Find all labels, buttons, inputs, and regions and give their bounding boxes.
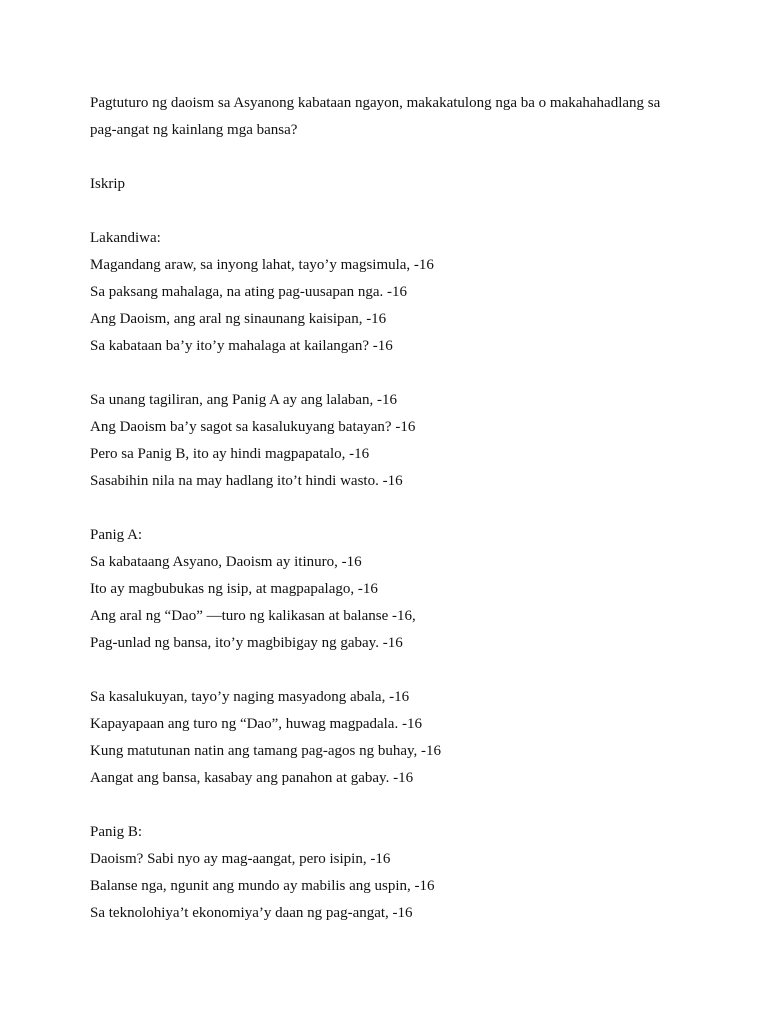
verse-line: Sa teknolohiya’t ekonomiya’y daan ng pag-angat, -16 — [90, 905, 413, 921]
section-heading-panig-a: Panig A: — [90, 527, 143, 543]
verse-line: Ang aral ng “Dao” —turo ng kalikasan at balanse -16, — [90, 608, 416, 624]
spacer — [90, 792, 690, 819]
verse-line: Ang Daoism ba’y sagot sa kasalukuyang batayan? -16 — [90, 419, 416, 435]
verse-line: Ang Daoism, ang aral ng sinaunang kaisipan, -16 — [90, 311, 387, 327]
section-heading-lakandiwa: Lakandiwa: — [90, 230, 161, 246]
spacer — [90, 144, 690, 171]
document-title-line-1: Pagtuturo ng daoism sa Asyanong kabataan ngayon, makakatulong nga ba o makahahadlang sa — [90, 95, 661, 111]
verse-line: Kapayapaan ang turo ng “Dao”, huwag magpadala. -16 — [90, 716, 422, 732]
verse-line: Sa paksang mahalaga, na ating pag-uusapan nga. -16 — [90, 284, 407, 300]
verse-line: Magandang araw, sa inyong lahat, tayo’y magsimula, -16 — [90, 257, 434, 273]
spacer — [90, 198, 690, 225]
spacer — [90, 495, 690, 522]
document-title-line-2: pag-angat ng kainlang mga bansa? — [90, 122, 298, 138]
verse-line: Balanse nga, ngunit ang mundo ay mabilis ang uspin, -16 — [90, 878, 435, 894]
verse-line: Sa kabataan ba’y ito’y mahalaga at kailangan? -16 — [90, 338, 393, 354]
verse-line: Ito ay magbubukas ng isip, at magpapalago, -16 — [90, 581, 378, 597]
verse-line: Aangat ang bansa, kasabay ang panahon at gabay. -16 — [90, 770, 414, 786]
script-label: Iskrip — [90, 176, 125, 192]
verse-line: Sa kasalukuyan, tayo’y naging masyadong abala, -16 — [90, 689, 410, 705]
verse-line: Kung matutunan natin ang tamang pag-agos ng buhay, -16 — [90, 743, 442, 759]
document-page — [90, 90, 690, 927]
verse-line: Pag-unlad ng bansa, ito’y magbibigay ng gabay. -16 — [90, 635, 403, 651]
verse-line: Sa kabataang Asyano, Daoism ay itinuro, -16 — [90, 554, 362, 570]
verse-line: Sa unang tagiliran, ang Panig A ay ang lalaban, -16 — [90, 392, 398, 408]
verse-line: Pero sa Panig B, ito ay hindi magpapatalo, -16 — [90, 446, 370, 462]
verse-line: Sasabihin nila na may hadlang ito’t hindi wasto. -16 — [90, 473, 403, 489]
section-heading-panig-b: Panig B: — [90, 824, 143, 840]
spacer — [90, 360, 690, 387]
verse-line: Daoism? Sabi nyo ay mag-aangat, pero isipin, -16 — [90, 851, 391, 867]
spacer — [90, 657, 690, 684]
